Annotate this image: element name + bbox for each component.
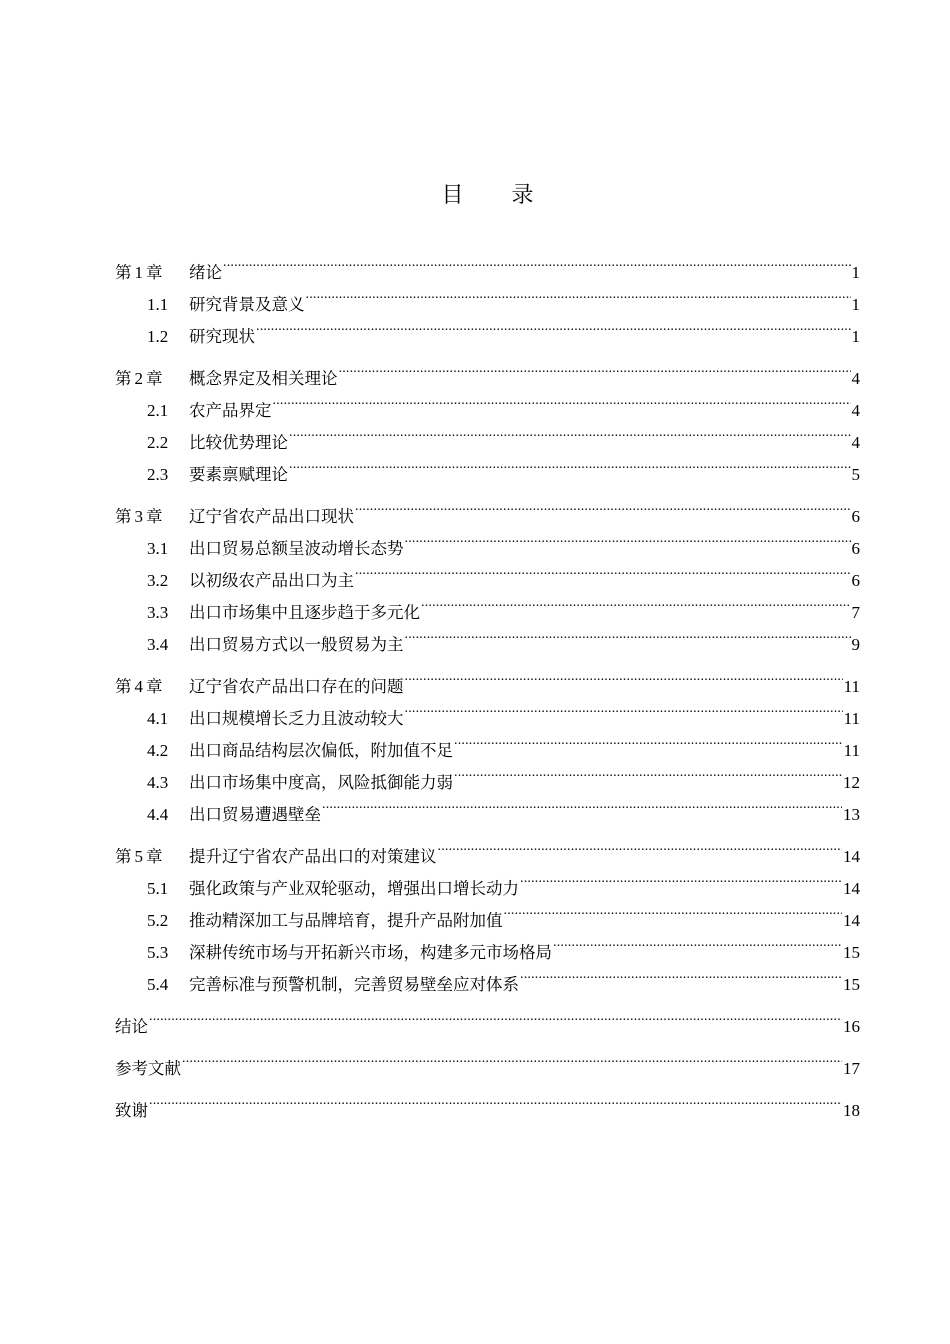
toc-section-number: 5.3 [147,943,169,962]
toc-chapter-prefix: 第 [115,847,132,866]
toc-entry-label: 农产品界定 [189,401,272,420]
toc-chapter-suffix: 章 [146,847,163,866]
toc-page-number: 14 [843,911,860,930]
toc-entry-label: 出口市场集中度高，风险抵御能力弱 [189,773,453,792]
toc-section-number: 4.3 [147,773,169,792]
toc-chapter-prefix: 第 [115,677,132,696]
toc-chapter-entry[interactable] [115,352,860,388]
toc-entry-label: 致谢 [115,1101,148,1120]
toc-chapter-prefix: 第 [115,263,132,282]
toc-section-number: 3.2 [147,571,169,590]
toc-dot-leader [405,660,843,692]
toc-entry-label: 以初级农产品出口为主 [189,571,354,590]
toc-chapter-number [115,671,189,703]
toc-dot-leader [149,1000,842,1032]
toc-chapter-suffix: 章 [146,677,163,696]
toc-chapter-number [115,841,189,873]
toc-section-number: 2.1 [147,401,169,420]
toc-section-number: 3.4 [147,635,169,654]
toc-entry-label: 研究背景及意义 [189,295,305,314]
toc-dot-leader [520,958,842,990]
toc-dot-leader [182,1042,842,1074]
toc-entry-label: 出口贸易方式以一般贸易为主 [189,635,404,654]
toc-chapter-suffix: 章 [146,507,163,526]
toc-dot-leader [405,522,851,554]
toc-section-number: 5.2 [147,911,169,930]
toc-section-number: 3.1 [147,539,169,558]
toc-page-number: 9 [851,635,860,654]
toc-entry-label: 比较优势理论 [189,433,288,452]
toc-entry-label: 概念界定及相关理论 [189,369,338,388]
toc-chapter-suffix: 章 [146,263,163,282]
toc-entry-label: 出口规模增长乏力且波动较大 [189,709,404,728]
toc-chapter-entry[interactable] [115,660,860,696]
toc-page-number: 14 [843,847,860,866]
toc-title-char-2: 录 [511,183,534,208]
toc-chapter-entry[interactable] [115,1000,860,1036]
toc-entry-label: 出口商品结构层次偏低，附加值不足 [189,741,453,760]
toc-dot-leader [421,586,851,618]
toc-entry-label: 辽宁省农产品出口现状 [189,507,354,526]
toc-section-number: 2.2 [147,433,169,452]
toc-entry-label: 出口贸易总额呈波动增长态势 [189,539,404,558]
toc-page-number: 12 [843,773,860,792]
toc-dot-leader [553,926,842,958]
toc-section-number: 1.1 [147,295,169,314]
toc-page-number: 11 [843,709,860,728]
toc-chapter-entry[interactable] [115,1084,860,1120]
toc-title-char-1: 目 [441,183,464,208]
toc-section-number: 5.4 [147,975,169,994]
toc-section-number: 5.1 [147,879,169,898]
toc-chapter-prefix: 第 [115,369,132,388]
toc-dot-leader [273,384,851,416]
toc-page-number: 4 [851,369,860,388]
toc-dot-leader [223,246,851,278]
toc-page-number: 4 [851,401,860,420]
table-of-contents [115,246,860,1120]
toc-page-number: 11 [843,677,860,696]
toc-page-number: 7 [851,603,860,622]
toc-chapter-number [115,257,189,289]
toc-chapter-number [115,363,189,395]
toc-dot-leader [322,788,842,820]
toc-dot-leader [339,352,851,384]
toc-page-number: 18 [843,1101,860,1120]
toc-chapter-digit: 5 [134,847,143,866]
toc-entry-label: 出口市场集中且逐步趋于多元化 [189,603,420,622]
toc-page-number: 17 [843,1059,860,1078]
toc-entry-label: 辽宁省农产品出口存在的问题 [189,677,404,696]
toc-chapter-entry[interactable] [115,1042,860,1078]
toc-entry-label: 要素禀赋理论 [189,465,288,484]
toc-dot-leader [355,490,851,522]
toc-page-number: 6 [851,539,860,558]
toc-section-number: 3.3 [147,603,169,622]
toc-dot-leader [405,692,843,724]
toc-chapter-entry[interactable] [115,490,860,526]
toc-section-number: 4.2 [147,741,169,760]
toc-section-entry[interactable] [115,278,860,314]
toc-chapter-entry[interactable] [115,830,860,866]
toc-page-number: 5 [851,465,860,484]
toc-entry-label: 深耕传统市场与开拓新兴市场，构建多元市场格局 [189,943,552,962]
toc-chapter-digit: 1 [134,263,143,282]
toc-dot-leader [504,894,843,926]
toc-page-number: 13 [843,805,860,824]
toc-dot-leader [256,310,851,342]
toc-chapter-digit: 4 [134,677,143,696]
toc-dot-leader [149,1084,842,1116]
toc-entry-label: 完善标准与预警机制，完善贸易壁垒应对体系 [189,975,519,994]
toc-entry-label: 提升辽宁省农产品出口的对策建议 [189,847,437,866]
toc-chapter-suffix: 章 [146,369,163,388]
toc-entry-label: 强化政策与产业双轮驱动，增强出口增长动力 [189,879,519,898]
toc-page-number: 14 [843,879,860,898]
toc-page-number: 4 [851,433,860,452]
toc-dot-leader [438,830,843,862]
toc-dot-leader [454,756,842,788]
toc-page-number: 1 [851,327,860,346]
toc-section-number: 2.3 [147,465,169,484]
toc-entry-label: 研究现状 [189,327,255,346]
toc-page-number: 6 [851,571,860,590]
toc-entry-label: 参考文献 [115,1059,181,1078]
toc-chapter-digit: 2 [134,369,143,388]
toc-chapter-digit: 3 [134,507,143,526]
toc-dot-leader [306,278,851,310]
toc-dot-leader [405,618,851,650]
toc-dot-leader [289,448,851,480]
toc-dot-leader [520,862,842,894]
toc-page-number: 15 [843,975,860,994]
toc-page-number: 1 [851,263,860,282]
toc-page-number: 11 [843,741,860,760]
toc-page-number: 6 [851,507,860,526]
toc-chapter-number [115,501,189,533]
toc-section-number: 4.4 [147,805,169,824]
toc-section-number: 1.2 [147,327,169,346]
toc-dot-leader [289,416,851,448]
toc-section-number: 4.1 [147,709,169,728]
toc-entry-label: 绪论 [189,263,222,282]
toc-dot-leader [355,554,851,586]
toc-chapter-prefix: 第 [115,507,132,526]
toc-chapter-entry[interactable] [115,246,860,282]
toc-entry-label: 出口贸易遭遇壁垒 [189,805,321,824]
toc-page-number: 15 [843,943,860,962]
toc-title [0,178,950,209]
toc-page-number: 16 [843,1017,860,1036]
toc-entry-label: 结论 [115,1017,148,1036]
toc-page-number: 1 [851,295,860,314]
toc-dot-leader [454,724,843,756]
toc-entry-label: 推动精深加工与品牌培育，提升产品附加值 [189,911,503,930]
